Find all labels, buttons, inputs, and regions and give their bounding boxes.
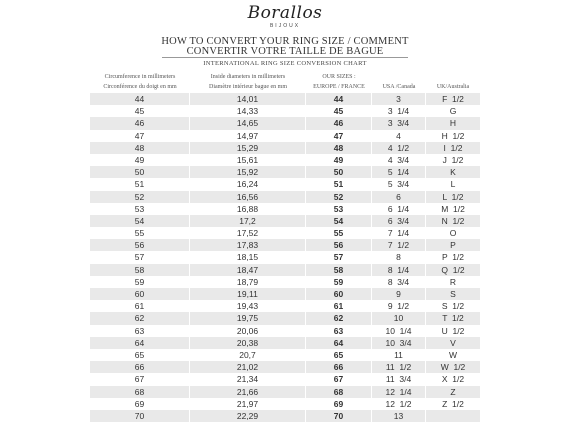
- table-row: [90, 398, 480, 410]
- cell-circumference: 53: [90, 203, 190, 215]
- cell-uk-size: L: [450, 179, 456, 190]
- cell-uk-size: P 1/2: [441, 252, 465, 263]
- cell-uk-size: Z: [450, 386, 456, 397]
- header-circumference: [90, 72, 190, 92]
- cell-uk-size: Z 1/2: [442, 398, 464, 409]
- cell-eu-size: 52: [306, 191, 372, 203]
- table-row: [90, 410, 480, 422]
- header-diameter-en: Inside diameters in millimeters: [210, 74, 286, 80]
- table-row: [90, 93, 480, 105]
- cell-usa-size: 4 1/2: [372, 142, 426, 154]
- cell-diameter: 15,29: [190, 142, 306, 154]
- table-row: [90, 142, 480, 154]
- cell-eu-size: 64: [306, 337, 372, 349]
- cell-uk-size: M 1/2: [441, 203, 465, 214]
- cell-uk-size: S 1/2: [441, 301, 465, 312]
- cell-usa-size: 4 3/4: [372, 154, 426, 166]
- cell-uk-size: Q 1/2: [441, 264, 465, 275]
- cell-circumference: 65: [90, 349, 190, 361]
- cell-diameter: 19,11: [190, 288, 306, 300]
- cell-uk-size: N 1/2: [441, 215, 465, 226]
- cell-usa-size: 12 1/4: [372, 386, 426, 398]
- cell-circumference: 68: [90, 386, 190, 398]
- cell-circumference: 66: [90, 361, 190, 373]
- cell-eu-size: 53: [306, 203, 372, 215]
- cell-usa-size: 6: [372, 191, 426, 203]
- cell-uk-size: W: [448, 349, 458, 360]
- header-our-sizes-l1: OUR SIZES :: [322, 74, 356, 80]
- cell-diameter: 18,15: [190, 251, 306, 263]
- cell-circumference: 60: [90, 288, 190, 300]
- table-row: [90, 166, 480, 178]
- cell-circumference: 45: [90, 105, 190, 117]
- cell-eu-size: 50: [306, 166, 372, 178]
- cell-uk-size: K: [450, 167, 456, 178]
- cell-circumference: 57: [90, 251, 190, 263]
- cell-usa-size: 8 1/4: [372, 264, 426, 276]
- cell-circumference: 49: [90, 154, 190, 166]
- table-row: [90, 130, 480, 142]
- header-diameter: [190, 72, 306, 92]
- cell-eu-size: 63: [306, 325, 372, 337]
- table-row: [90, 288, 480, 300]
- cell-diameter: 20,7: [190, 349, 306, 361]
- cell-diameter: 16,24: [190, 178, 306, 190]
- table-row: [90, 178, 480, 190]
- cell-uk-size: H: [449, 118, 457, 129]
- header-circumference-fr: Circonférence du doigt en mm: [103, 84, 177, 90]
- cell-diameter: 19,75: [190, 312, 306, 324]
- header-circumference-en: Circumference in millimeters: [104, 74, 176, 80]
- cell-eu-size: 47: [306, 130, 372, 142]
- cell-circumference: 44: [90, 93, 190, 105]
- header-uk-australia: UK/Australia: [436, 84, 470, 90]
- chart-subtitle: INTERNATIONAL RING SIZE CONVERSION CHART: [203, 60, 367, 67]
- cell-diameter: 16,56: [190, 191, 306, 203]
- table-row: [90, 191, 480, 203]
- cell-uk-size: H 1/2: [441, 130, 465, 141]
- cell-circumference: 62: [90, 312, 190, 324]
- cell-circumference: 56: [90, 239, 190, 251]
- page-title: [0, 37, 570, 57]
- cell-diameter: 16,88: [190, 203, 306, 215]
- cell-uk-size: V: [450, 337, 456, 348]
- cell-uk-size: L 1/2: [442, 191, 464, 202]
- cell-circumference: 52: [90, 191, 190, 203]
- cell-circumference: 69: [90, 398, 190, 410]
- table-row: [90, 215, 480, 227]
- cell-circumference: 59: [90, 276, 190, 288]
- cell-circumference: 48: [90, 142, 190, 154]
- cell-usa-size: 10 3/4: [372, 337, 426, 349]
- cell-diameter: 15,61: [190, 154, 306, 166]
- logo-script: Borallos: [247, 3, 323, 23]
- cell-diameter: 21,02: [190, 361, 306, 373]
- cell-uk-size: P: [450, 240, 456, 251]
- header-usa-canada: USA /Canada: [382, 84, 416, 90]
- cell-diameter: 20,38: [190, 337, 306, 349]
- cell-eu-size: 46: [306, 117, 372, 129]
- cell-usa-size: 7 1/2: [372, 239, 426, 251]
- cell-usa-size: 9: [372, 288, 426, 300]
- cell-diameter: 22,29: [190, 410, 306, 422]
- cell-eu-size: 48: [306, 142, 372, 154]
- cell-circumference: 61: [90, 300, 190, 312]
- cell-uk-size: T 1/2: [442, 313, 464, 324]
- cell-circumference: 58: [90, 264, 190, 276]
- cell-diameter: 20,06: [190, 325, 306, 337]
- table-row: [90, 325, 480, 337]
- cell-usa-size: 8 3/4: [372, 276, 426, 288]
- cell-uk-size: R: [449, 276, 457, 287]
- cell-circumference: 50: [90, 166, 190, 178]
- cell-eu-size: 60: [306, 288, 372, 300]
- cell-diameter: 18,79: [190, 276, 306, 288]
- cell-usa-size: 11 1/2: [372, 361, 426, 373]
- table-row: [90, 361, 480, 373]
- table-row: [90, 312, 480, 324]
- table-row: [90, 251, 480, 263]
- cell-eu-size: 66: [306, 361, 372, 373]
- cell-eu-size: 68: [306, 386, 372, 398]
- header-our-sizes: [306, 72, 372, 92]
- cell-usa-size: 5 3/4: [372, 178, 426, 190]
- table-row: [90, 337, 480, 349]
- table-row: [90, 264, 480, 276]
- ring-size-table: [90, 93, 480, 422]
- cell-circumference: 63: [90, 325, 190, 337]
- header-our-sizes-l2: EUROPE / FRANCE: [313, 84, 365, 90]
- cell-circumference: 70: [90, 410, 190, 422]
- cell-usa-size: 3 1/4: [372, 105, 426, 117]
- cell-diameter: 21,34: [190, 373, 306, 385]
- cell-uk-size: W 1/2: [440, 362, 466, 373]
- cell-circumference: 51: [90, 178, 190, 190]
- cell-eu-size: 69: [306, 398, 372, 410]
- cell-diameter: 17,83: [190, 239, 306, 251]
- cell-circumference: 47: [90, 130, 190, 142]
- table-row: [90, 373, 480, 385]
- cell-eu-size: 49: [306, 154, 372, 166]
- cell-usa-size: 8: [372, 251, 426, 263]
- cell-usa-size: 6 3/4: [372, 215, 426, 227]
- table-row: [90, 239, 480, 251]
- cell-uk-size: S: [450, 289, 456, 299]
- cell-diameter: 14,01: [190, 93, 306, 105]
- cell-circumference: 46: [90, 117, 190, 129]
- table-row: [90, 203, 480, 215]
- cell-diameter: 21,97: [190, 398, 306, 410]
- cell-diameter: 18,47: [190, 264, 306, 276]
- title-english: HOW TO CONVERT YOUR RING SIZE / COMMENT: [161, 36, 409, 47]
- cell-circumference: 55: [90, 227, 190, 239]
- cell-diameter: 17,52: [190, 227, 306, 239]
- cell-eu-size: 58: [306, 264, 372, 276]
- table-row: [90, 227, 480, 239]
- cell-diameter: 14,65: [190, 117, 306, 129]
- cell-eu-size: 56: [306, 239, 372, 251]
- cell-circumference: 67: [90, 373, 190, 385]
- cell-diameter: 14,97: [190, 130, 306, 142]
- header-diameter-fr: Diamètre intérieur bague en mm: [209, 84, 287, 90]
- cell-usa-size: 3: [372, 93, 426, 105]
- cell-diameter: 14,33: [190, 105, 306, 117]
- cell-eu-size: 45: [306, 105, 372, 117]
- cell-usa-size: 13: [372, 410, 426, 422]
- cell-eu-size: 57: [306, 251, 372, 263]
- table-row: [90, 300, 480, 312]
- cell-usa-size: 6 1/4: [372, 203, 426, 215]
- cell-usa-size: 3 3/4: [372, 117, 426, 129]
- cell-circumference: 54: [90, 215, 190, 227]
- cell-usa-size: 7 1/4: [372, 227, 426, 239]
- table-row: [90, 349, 480, 361]
- title-french: CONVERTIR VOTRE TAILLE DE BAGUE: [186, 46, 384, 57]
- cell-uk-size: X 1/2: [441, 374, 465, 385]
- cell-uk-size: F 1/2: [442, 94, 464, 104]
- cell-uk-size: I 1/2: [443, 142, 463, 153]
- cell-usa-size: 5 1/4: [372, 166, 426, 178]
- cell-usa-size: 11: [372, 349, 426, 361]
- brand-logo: [0, 4, 570, 29]
- cell-eu-size: 59: [306, 276, 372, 288]
- cell-uk-size: [426, 410, 480, 422]
- cell-uk-size: G: [449, 106, 457, 117]
- cell-eu-size: 70: [306, 410, 372, 422]
- cell-diameter: 15,92: [190, 166, 306, 178]
- cell-diameter: 17,2: [190, 215, 306, 227]
- logo-subtitle: BIJOUX: [269, 23, 301, 29]
- cell-usa-size: 10 1/4: [372, 325, 426, 337]
- cell-eu-size: 62: [306, 312, 372, 324]
- cell-usa-size: 11 3/4: [372, 373, 426, 385]
- cell-usa-size: 4: [372, 130, 426, 142]
- cell-eu-size: 55: [306, 227, 372, 239]
- cell-eu-size: 61: [306, 300, 372, 312]
- table-row: [90, 386, 480, 398]
- cell-eu-size: 65: [306, 349, 372, 361]
- cell-eu-size: 67: [306, 373, 372, 385]
- cell-eu-size: 44: [306, 93, 372, 105]
- cell-diameter: 21,66: [190, 386, 306, 398]
- cell-uk-size: O: [449, 228, 457, 239]
- table-row: [90, 154, 480, 166]
- cell-diameter: 19,43: [190, 300, 306, 312]
- table-row: [90, 105, 480, 117]
- table-row: [90, 117, 480, 129]
- cell-circumference: 64: [90, 337, 190, 349]
- cell-usa-size: 10: [372, 312, 426, 324]
- cell-uk-size: U 1/2: [441, 325, 465, 336]
- cell-eu-size: 54: [306, 215, 372, 227]
- cell-uk-size: J 1/2: [442, 154, 464, 165]
- cell-eu-size: 51: [306, 178, 372, 190]
- table-row: [90, 276, 480, 288]
- title-divider: [162, 57, 408, 58]
- cell-usa-size: 12 1/2: [372, 398, 426, 410]
- cell-usa-size: 9 1/2: [372, 300, 426, 312]
